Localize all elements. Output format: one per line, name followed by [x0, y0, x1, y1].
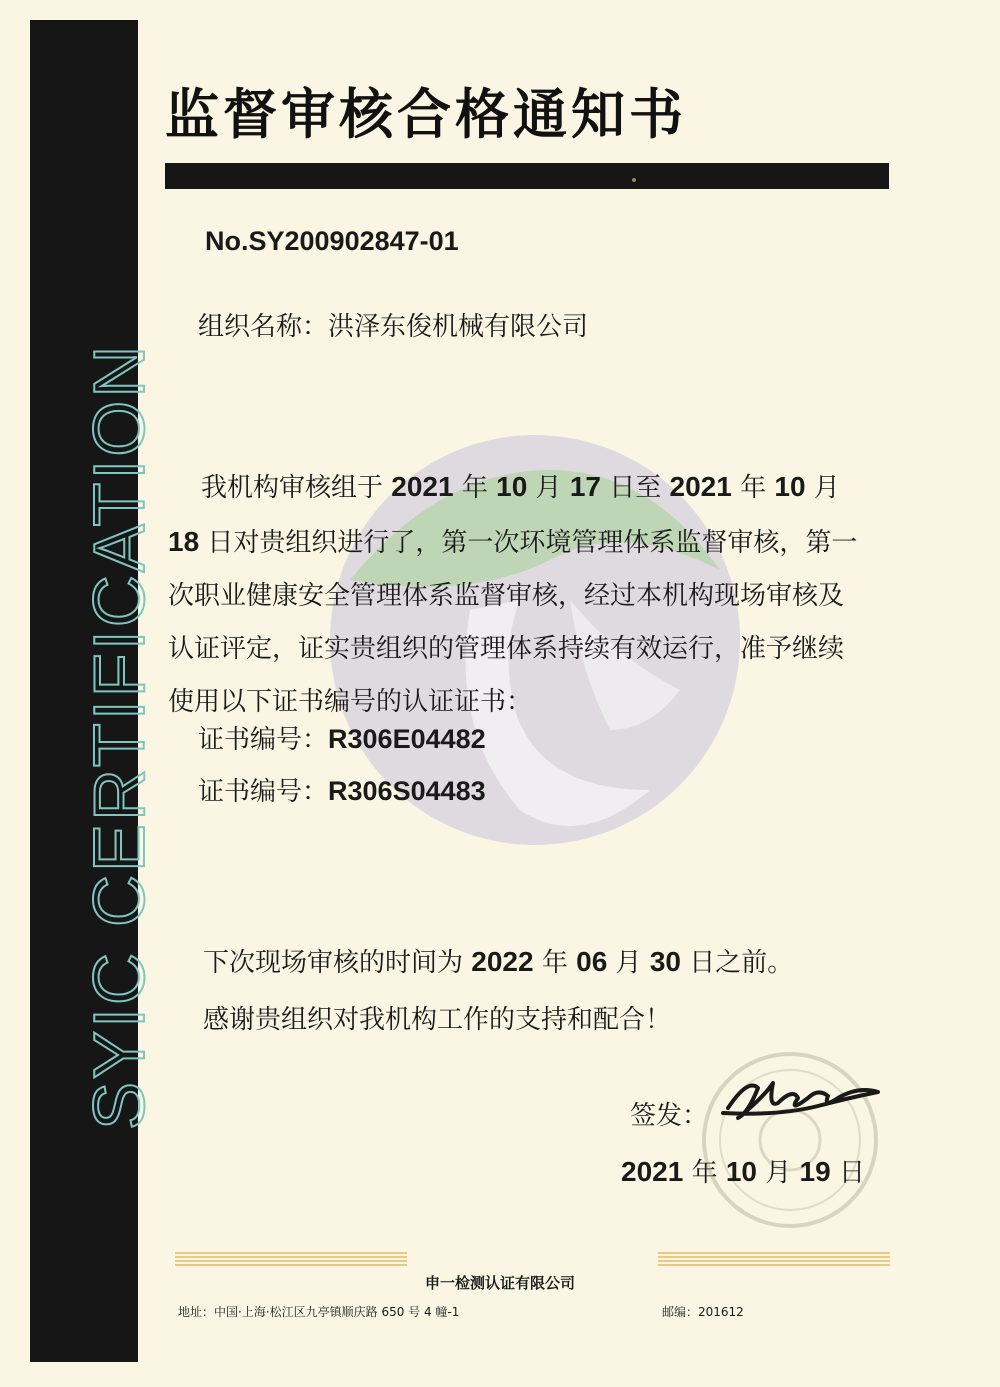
footer-postcode: 邮编：201612 — [662, 1305, 744, 1319]
next-audit-text: 月 — [615, 948, 642, 978]
next-audit-text: 年 — [541, 948, 568, 978]
statement-text: 月 — [535, 473, 562, 503]
audit-end-day: 18 — [168, 526, 200, 557]
audit-start-year: 2021 — [391, 471, 454, 502]
audit-start-month: 10 — [496, 471, 528, 502]
audit-start-day: 17 — [569, 471, 601, 502]
signature-day: 19 — [799, 1156, 831, 1187]
audit-end-year: 2021 — [669, 471, 732, 502]
thanks-line: 感谢贵组织对我机构工作的支持和配合！ — [203, 1005, 672, 1035]
organization-label: 组织名称： — [198, 312, 329, 342]
date-unit: 月 — [765, 1158, 792, 1188]
organization-line — [198, 306, 588, 343]
certificate-line — [198, 771, 486, 808]
certificate-label: 证书编号： — [198, 777, 329, 807]
footer-address: 地址：中国·上海·松江区九亭镇顺庆路 650 号 4 幢-1 — [178, 1305, 460, 1319]
statement-text: 日对贵组织进行了，第一次环境管理体系监督审核，第一次职业健康安全管理体系监督审核，经过本机构现场审核及认证评定，证实贵组织的管理体系持续有效运行，准予继续使用以下证书编号的认证证书： — [168, 528, 858, 717]
certificate-number: R306S04483 — [328, 776, 486, 806]
side-band-text: SYIC CERTIFICATION — [80, 342, 160, 1130]
signature-month: 10 — [725, 1156, 757, 1187]
certificate-number: R306E04482 — [328, 724, 486, 754]
document-title: 监督审核合格通知书 — [165, 83, 687, 146]
organization-name: 洪泽东俊机械有限公司 — [328, 312, 589, 342]
certificate-label: 证书编号： — [198, 725, 329, 755]
signature-date — [621, 1152, 865, 1189]
statement-text: 年 — [740, 473, 767, 503]
next-audit-day: 30 — [649, 946, 681, 977]
next-audit-text: 下次现场审核的时间为 — [203, 948, 464, 978]
certificate-line — [198, 719, 486, 756]
signature-year: 2021 — [621, 1156, 684, 1187]
next-audit-text: 日之前。 — [689, 948, 794, 978]
handwritten-signature-icon — [718, 1068, 888, 1128]
date-unit: 年 — [691, 1158, 718, 1188]
next-audit-year: 2022 — [471, 946, 534, 977]
statement-text: 月 — [813, 473, 840, 503]
statement-text: 我机构审核组于 — [201, 473, 384, 503]
speck — [632, 178, 636, 182]
footer-stripe-right — [658, 1252, 890, 1266]
notice-number: No.SY200902847-01 — [205, 226, 459, 256]
signature-label: 签发： — [630, 1101, 709, 1131]
footer-stripe-left — [175, 1252, 407, 1266]
footer-company: 申一检测认证有限公司 — [424, 1274, 575, 1292]
audit-statement — [168, 460, 858, 729]
date-unit: 日 — [838, 1158, 865, 1188]
next-audit-month: 06 — [576, 946, 608, 977]
title-divider — [165, 163, 889, 189]
audit-end-month: 10 — [774, 471, 806, 502]
next-audit-line — [203, 942, 793, 979]
statement-text: 年 — [461, 473, 488, 503]
statement-text: 日至 — [609, 473, 662, 503]
